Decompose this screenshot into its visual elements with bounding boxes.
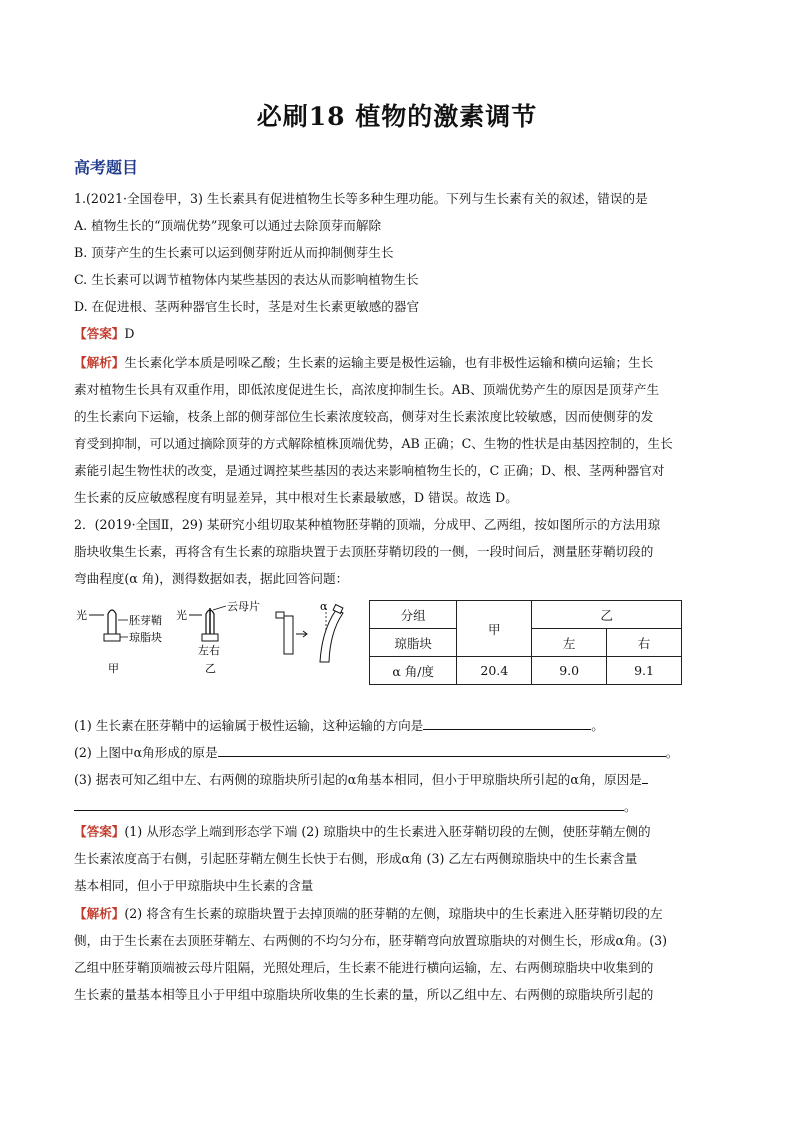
q2-sub1 [74,716,724,735]
pointer-line [213,606,226,610]
q1-option-a: A. 植物生长的“顶端优势”现象可以通过去除顶芽而解除 [74,218,382,233]
section-heading: 高考题目 [74,158,139,177]
data-table [369,600,682,685]
q1-analysis-line: 素能引起生物性状的改变，是通过调控某些基因的表达来影响植物生长的，C 正确；D、根、茎两种器官对 [74,463,665,478]
answer-blank [74,797,624,811]
right-header: 右 [607,629,682,657]
analysis-text: (2) 将含有生长素的琼脂块置于去掉顶端的胚芽鞘的左侧，琼脂块中的生长素进入胚芽鞘切段的左 [124,906,663,921]
light-label-b: 光 [176,609,187,622]
q2-sub3 [74,770,724,789]
answer-tag: 【答案】 [74,326,125,341]
period: 。 [591,718,604,733]
alpha-label: α [320,600,328,613]
analysis-text: 生长素化学本质是吲哚乙酸；生长素的运输主要是极性运输，也有非极性运输和横向运输；生长 [124,355,654,370]
sub3-text: (3) 据表可知乙组中左、右两侧的琼脂块所引起的α角基本相同，但小于甲琼脂块所引起的α角，原因是 [74,772,642,787]
q2-stem-line: 脂块收集生长素，再将含有生长素的琼脂块置于去顶胚芽鞘切段的一侧，一段时间后，测量胚芽鞘切段的 [74,544,654,559]
answer-value: D [124,326,135,341]
q2-answer-line: 基本相同，但小于甲琼脂块中生长素的含量 [74,878,314,893]
q2-analysis-line: 侧，由于生长素在去顶胚芽鞘左、右两侧的不均匀分布，胚芽鞘弯向放置琼脂块的对侧生长，形成α角。(3) [74,933,668,948]
q1-option-d: D. 在促进根、茎两种器官生长时，茎是对生长素更敏感的器官 [74,299,420,314]
group-yi-header: 乙 [532,601,682,629]
agar-block-b [202,634,218,641]
value-right: 9.1 [607,657,682,685]
q2-answer-line [74,823,724,841]
row-label: α 角/度 [370,657,457,685]
q1-analysis-line: 素对植物生长具有双重作用，即低浓度促进生长，高浓度抑制生长。AB、顶端优势产生的原因是顶芽产生 [74,382,660,397]
group-jia-header: 甲 [457,601,532,657]
q1-analysis-line: 育受到抑制，可以通过摘除顶芽的方式解除植株顶端优势，AB 正确；C、生物的性状是由基因控制的，生长 [74,436,673,451]
answer-blank [218,743,666,757]
agar-block-on-segment [276,612,284,618]
q2-sub3-continuation [74,797,724,816]
answer-tag: 【答案】 [74,824,125,839]
left-right-label: 左右 [198,644,220,657]
q2-analysis-line: 乙组中胚芽鞘顶端被云母片阻隔，光照处理后，生长素不能进行横向运输，左、右两侧琼脂块中收集到的 [74,960,654,975]
q2-analysis-line: 生长素的量基本相等且小于甲组中琼脂块所收集的生长素的量，所以乙组中左、右两侧的琼脂块所引起的 [74,987,654,1002]
coleoptile-tip-a [108,610,116,634]
answer-blank [642,770,648,784]
group-a-label: 甲 [108,662,119,675]
q2-stem-line: 弯曲程度(α 角)，测得数据如表，据此回答问题： [74,571,349,586]
bent-segment [320,610,343,662]
q1-analysis-line: 的生长素向下运输，枝条上部的侧芽部位生长素浓度较高，侧芽对生长素浓度比较敏感，因而使侧芽的发 [74,409,654,424]
answer-blank [423,716,591,730]
q1-stem: 1.(2021·全国卷甲，3) 生长素具有促进植物生长等多种生理功能。下列与生长素有关的叙述，错误的是 [74,191,648,206]
q2-stem-line: 2．(2019·全国Ⅱ，29) 某研究小组切取某种植物胚芽鞘的顶端，分成甲、乙两组，按如图所示的方法用琼 [74,517,661,532]
header-agar: 琼脂块 [370,629,457,657]
value-left: 9.0 [532,657,607,685]
period: 。 [624,799,637,814]
light-label-a: 光 [76,609,87,622]
q1-answer [74,325,724,343]
coleoptile-label: 胚芽鞘 [129,614,162,627]
analysis-tag: 【解析】 [74,355,125,370]
answer-text: (1) 从形态学上端到形态学下端 (2) 琼脂块中的生长素进入胚芽鞘切段的左侧，使胚芽鞘左侧的 [124,824,651,839]
agar-block-a [104,634,120,641]
header-group: 分组 [370,601,457,629]
decapitated-segment [284,616,293,654]
q2-analysis-line [74,905,724,923]
q2-sub2 [74,743,724,762]
agar-label: 琼脂块 [129,631,162,644]
q1-option-b: B. 顶芽产生的生长素可以运到侧芽附近从而抑制侧芽生长 [74,245,394,260]
left-header: 左 [532,629,607,657]
page-title: 必刷18 植物的激素调节 [256,102,538,131]
sub1-text: (1) 生长素在胚芽鞘中的运输属于极性运输，这种运输的方向是 [74,718,424,733]
q1-analysis-line: 生长素的反应敏感程度有明显差异，其中根对生长素最敏感，D 错误。故选 D。 [74,490,518,505]
value-jia: 20.4 [457,657,532,685]
period: 。 [665,745,679,760]
q1-analysis-line [74,354,724,372]
experiment-diagram [74,600,354,680]
group-b-label: 乙 [205,662,216,675]
mica-label: 云母片 [227,600,260,613]
q1-option-c: C. 生长素可以调节植物体内某些基因的表达从而影响植物生长 [74,272,419,287]
analysis-tag: 【解析】 [74,906,125,921]
q2-answer-line: 生长素浓度高于右侧，引起胚芽鞘左侧生长快于右侧，形成α角 (3) 乙左右两侧琼脂块中的生长素含量 [74,851,638,866]
sub2-text: (2) 上图中α角形成的原是 [74,745,218,760]
